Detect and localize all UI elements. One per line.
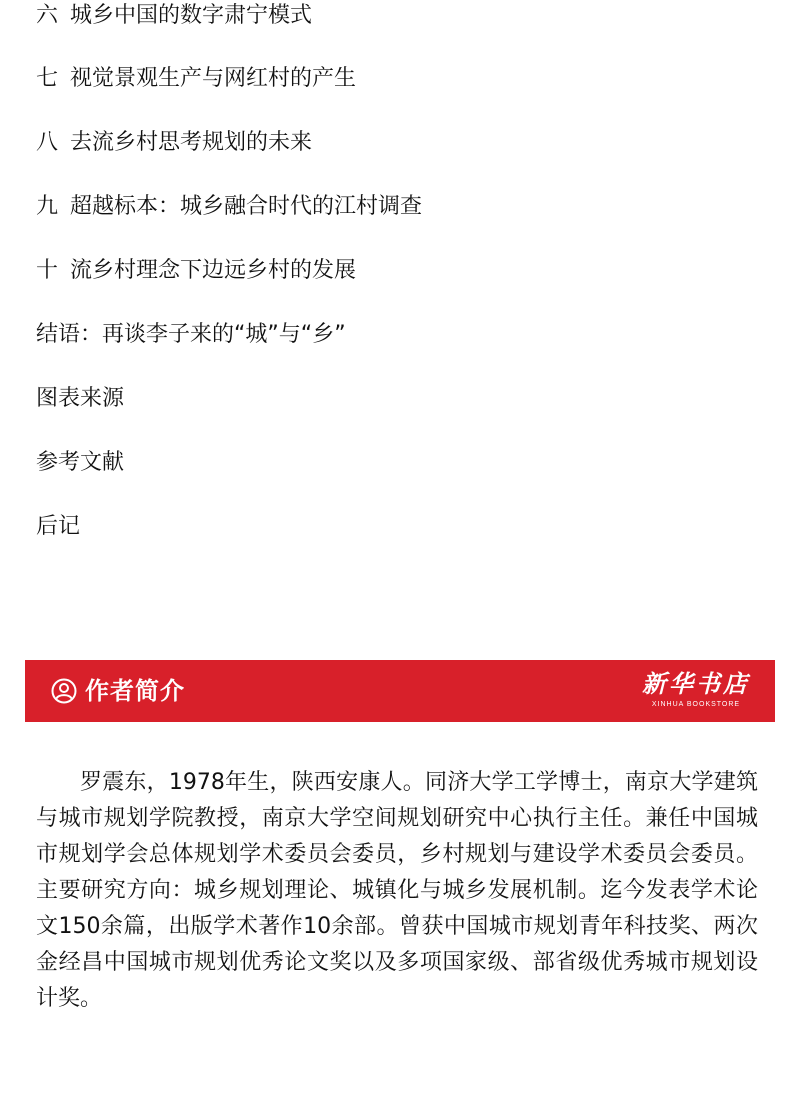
xinhua-bookstore-logo [641, 668, 751, 716]
toc-item-8[interactable] [36, 127, 312, 159]
toc-item-number: 八 [36, 130, 59, 155]
toc-item-title: 参考文献 [36, 450, 125, 475]
toc-item-9[interactable] [36, 191, 422, 223]
brand-name-cn: 新华书店 [642, 669, 750, 698]
toc-item-7[interactable] [36, 63, 356, 95]
toc-item-title: 流乡村理念下边远乡村的发展 [70, 258, 357, 283]
author-intro-banner [25, 660, 775, 722]
toc-item-title: 视觉景观生产与网红村的产生 [70, 66, 357, 91]
author-bio: 罗震东，1978年生，陕西安康人。同济大学工学博士，南京大学建筑与城市规划学院教授，南京大学空间规划研究中心执行主任。兼任中国城市规划学会总体规划学术委员会委员，乡村规划与建设学术委员会委员。主要研究方向：城乡规划理论、城镇化与城乡发展机制。迄今发表学术论文150余篇，出版学术著作10余部。曾获中国城市规划青年科技奖、两次金经昌中国城市规划优秀论文奖以及多项国家级、部省级优秀城市规划设计奖。 [36, 770, 758, 1011]
toc-item-title: 城乡中国的数字肃宁模式 [70, 3, 313, 28]
toc-item-number: 七 [36, 66, 59, 91]
toc-item-6[interactable] [36, 0, 312, 32]
author-intro-title: 作者简介 [85, 677, 185, 705]
toc-item-title: 图表来源 [36, 386, 125, 411]
toc-item-title: 超越标本：城乡融合时代的江村调查 [70, 194, 423, 219]
toc-item-conclusion[interactable] [36, 319, 346, 351]
toc-item-references[interactable] [36, 447, 124, 479]
toc-item-figure-sources[interactable] [36, 383, 124, 415]
toc-item-number: 十 [36, 258, 59, 283]
user-circle-icon [51, 678, 77, 704]
toc-item-title: 去流乡村思考规划的未来 [70, 130, 313, 155]
toc-item-number: 六 [36, 3, 59, 28]
toc-item-10[interactable] [36, 255, 356, 287]
toc-item-title: 后记 [36, 514, 81, 539]
toc-item-title: 结语：再谈李子来的“城”与“乡” [36, 322, 346, 347]
toc-item-afterword[interactable] [36, 511, 80, 543]
toc-item-number: 九 [36, 194, 59, 219]
brand-name-en: XINHUA BOOKSTORE [651, 701, 741, 708]
